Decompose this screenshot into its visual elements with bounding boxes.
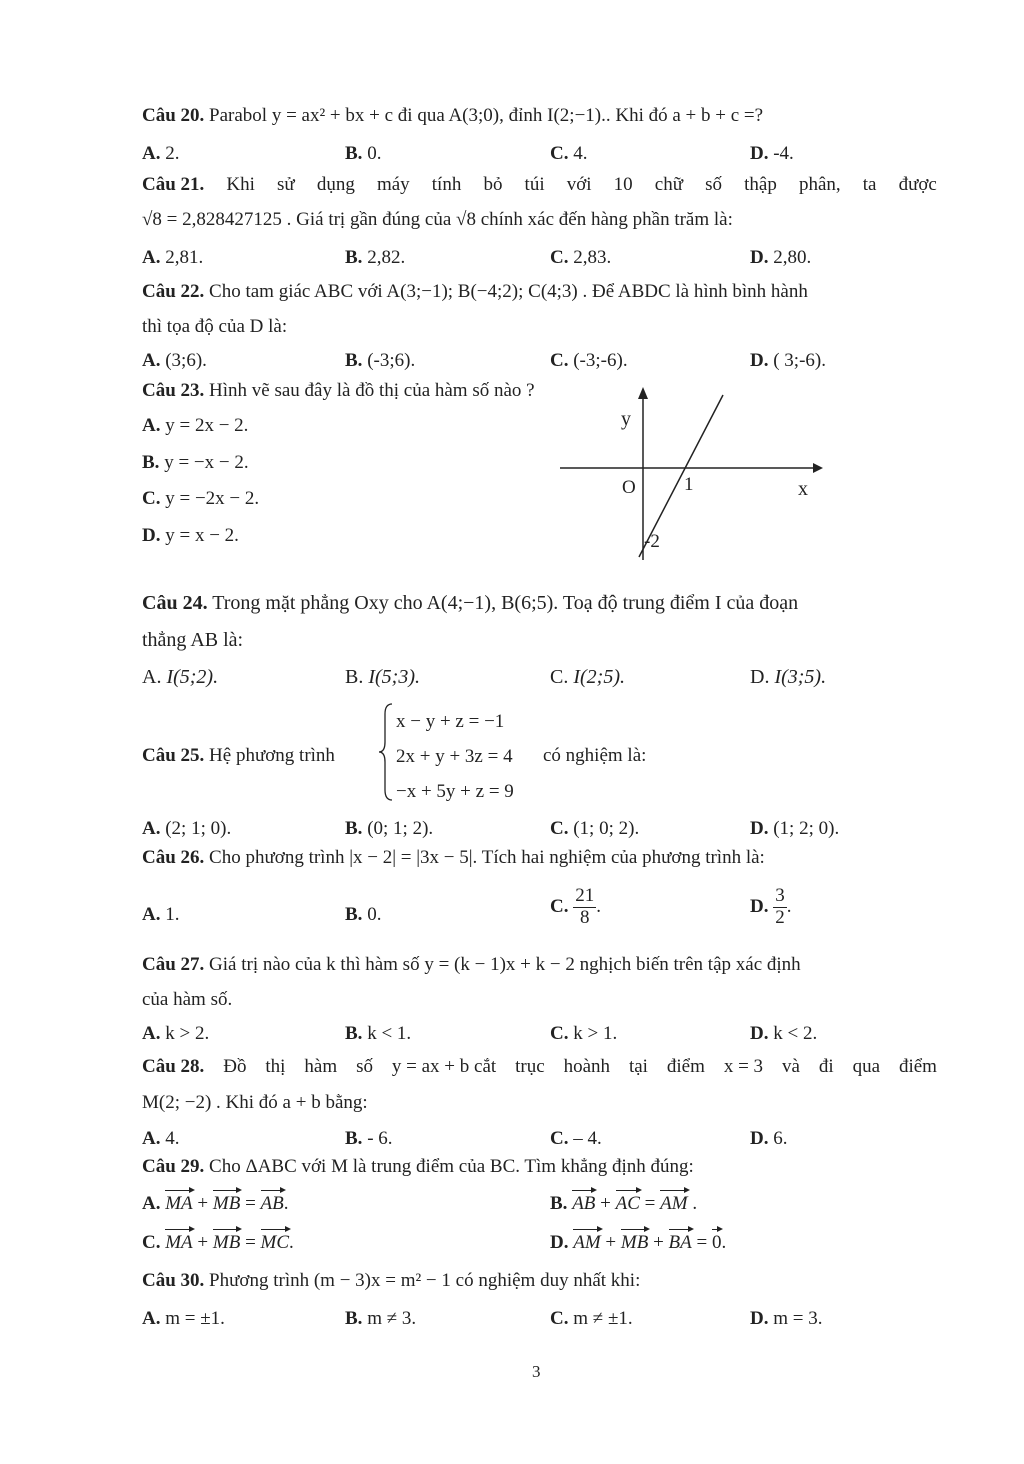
equation-3: −x + 5y + z = 9 — [396, 781, 514, 802]
option-c: C. (-3;-6). — [550, 350, 628, 371]
question-27-line1: Câu 27. Giá trị nào của k thì hàm số y = (k − 1)x + k − 2 nghịch biến trên tập xác định — [142, 954, 801, 975]
y-axis-label: y — [621, 408, 631, 430]
x-axis-label: x — [798, 478, 808, 500]
question-22-line2: thì tọa độ của D là: — [142, 316, 288, 337]
question-21-options — [142, 247, 942, 269]
question-25-tail: có nghiệm là: — [543, 745, 647, 766]
option-b: B. I(5;3). — [345, 666, 420, 688]
question-27-line2: của hàm số. — [142, 989, 233, 1010]
option-c: C. MA + MB = MC. — [142, 1232, 294, 1253]
question-25: Câu 25. Hệ phương trình — [142, 745, 335, 766]
option-b: B. 0. — [345, 143, 382, 164]
left-brace — [378, 702, 394, 802]
option-a: A. 2,81. — [142, 247, 204, 268]
option-c: C. $\frac{21}{8}$ . — [550, 885, 601, 928]
option-c: C. – 4. — [550, 1128, 602, 1149]
option-a: A. (3;6). — [142, 350, 207, 371]
option-a: A. 1. — [142, 904, 180, 925]
option-b: B. y = −x − 2. — [142, 452, 249, 473]
option-a: A. 2. — [142, 143, 180, 164]
x-axis-arrow — [813, 463, 823, 473]
page-number: 3 — [532, 1362, 541, 1381]
question-26: Câu 26. Cho phương trình |x − 2| = |3x − 5|. Tích hai nghiệm của phương trình là: — [142, 847, 765, 868]
question-22-options — [142, 350, 942, 372]
option-d: D. I(3;5). — [750, 666, 827, 688]
option-d: D. m = 3. — [750, 1308, 823, 1329]
question-24-line1: Câu 24. Trong mặt phẳng Oxy cho A(4;−1), B(6;5). Toạ độ trung điểm I của đoạn — [142, 592, 799, 614]
option-b: B. 0. — [345, 904, 382, 925]
option-d: D. y = x − 2. — [142, 525, 239, 546]
option-c: C. I(2;5). — [550, 666, 625, 688]
question-28-line1: Câu 28. Đồ thị hàm số y = ax + b cắt trục hoành tại điểm x = 3 và đi qua điểm — [142, 1056, 937, 1077]
option-b: B. (-3;6). — [345, 350, 416, 371]
option-b: B. k < 1. — [345, 1023, 412, 1044]
question-25-options — [142, 818, 942, 840]
option-b: B. (0; 1; 2). — [345, 818, 434, 839]
question-26-options — [142, 886, 942, 942]
question-29-options-row1 — [142, 1193, 942, 1215]
option-a: A. m = ±1. — [142, 1308, 225, 1329]
option-d: D. AM + MB + BA = 0. — [550, 1232, 727, 1253]
question-23: Câu 23. Hình vẽ sau đây là đồ thị của hàm số nào ? — [142, 380, 535, 401]
question-28-options — [142, 1128, 942, 1150]
option-c: C. k > 1. — [550, 1023, 618, 1044]
option-a: A. y = 2x − 2. — [142, 415, 249, 436]
option-d: D. $\frac{3}{2}$ . — [750, 885, 792, 928]
question-30-options — [142, 1308, 942, 1330]
option-d: D. 6. — [750, 1128, 788, 1149]
question-29: Câu 29. Cho ΔABC với M là trung điểm của BC. Tìm khẳng định đúng: — [142, 1156, 694, 1177]
option-a: A. MA + MB = AB. — [142, 1193, 289, 1214]
option-c: C. y = −2x − 2. — [142, 488, 260, 509]
option-a: A. 4. — [142, 1128, 180, 1149]
x-tick-1-label: 1 — [684, 474, 694, 495]
option-a: A. (2; 1; 0). — [142, 818, 232, 839]
y-tick-neg2-label: -2 — [644, 531, 660, 552]
function-graph — [555, 385, 825, 565]
question-20-options — [142, 143, 942, 165]
question-29-options-row2 — [142, 1232, 942, 1254]
option-c: C. 2,83. — [550, 247, 612, 268]
option-d: D. k < 2. — [750, 1023, 818, 1044]
question-24-options — [142, 666, 942, 688]
option-c: C. m ≠ ±1. — [550, 1308, 633, 1329]
option-b: B. AB + AC = AM . — [550, 1193, 698, 1214]
question-22-line1: Câu 22. Cho tam giác ABC với A(3;−1); B(−4;2); C(4;3) . Để ABDC là hình bình hành — [142, 281, 808, 302]
y-axis-arrow — [638, 387, 648, 399]
option-c: C. (1; 0; 2). — [550, 818, 640, 839]
option-b: B. - 6. — [345, 1128, 393, 1149]
question-20 — [142, 106, 937, 125]
question-21-line2: √8 = 2,828427125 . Giá trị gần đúng của √8 chính xác đến hàng phần trăm là: — [142, 209, 733, 230]
option-c: C. 4. — [550, 143, 588, 164]
equation-1: x − y + z = −1 — [396, 711, 505, 732]
option-a: A. k > 2. — [142, 1023, 210, 1044]
question-20-label: Câu 20. — [142, 105, 205, 126]
option-b: B. 2,82. — [345, 247, 406, 268]
question-21-line1: Câu 21. Khi sử dụng máy tính bỏ túi với 10 chữ số thập phân, ta được — [142, 174, 937, 195]
question-28-line2: M(2; −2) . Khi đó a + b bằng: — [142, 1092, 368, 1113]
option-a: A. I(5;2). — [142, 666, 219, 688]
option-b: B. m ≠ 3. — [345, 1308, 417, 1329]
question-27-options — [142, 1023, 942, 1045]
option-d: D. (1; 2; 0). — [750, 818, 840, 839]
question-20-text: Parabol y = ax² + bx + c đi qua A(3;0), đỉnh I(2;−1).. Khi đó a + b + c =? — [204, 105, 764, 126]
equation-2: 2x + y + 3z = 4 — [396, 746, 513, 767]
fraction-21-8: $\frac{21}{8}$ — [575, 885, 595, 928]
option-d: D. -4. — [750, 143, 794, 164]
question-30: Câu 30. Phương trình (m − 3)x = m² − 1 có nghiệm duy nhất khi: — [142, 1270, 641, 1291]
origin-label: O — [622, 477, 636, 498]
fraction-3-2: $\frac{3}{2}$ — [775, 885, 785, 928]
question-24-line2: thẳng AB là: — [142, 629, 244, 651]
option-d: D. ( 3;-6). — [750, 350, 826, 371]
option-d: D. 2,80. — [750, 247, 812, 268]
